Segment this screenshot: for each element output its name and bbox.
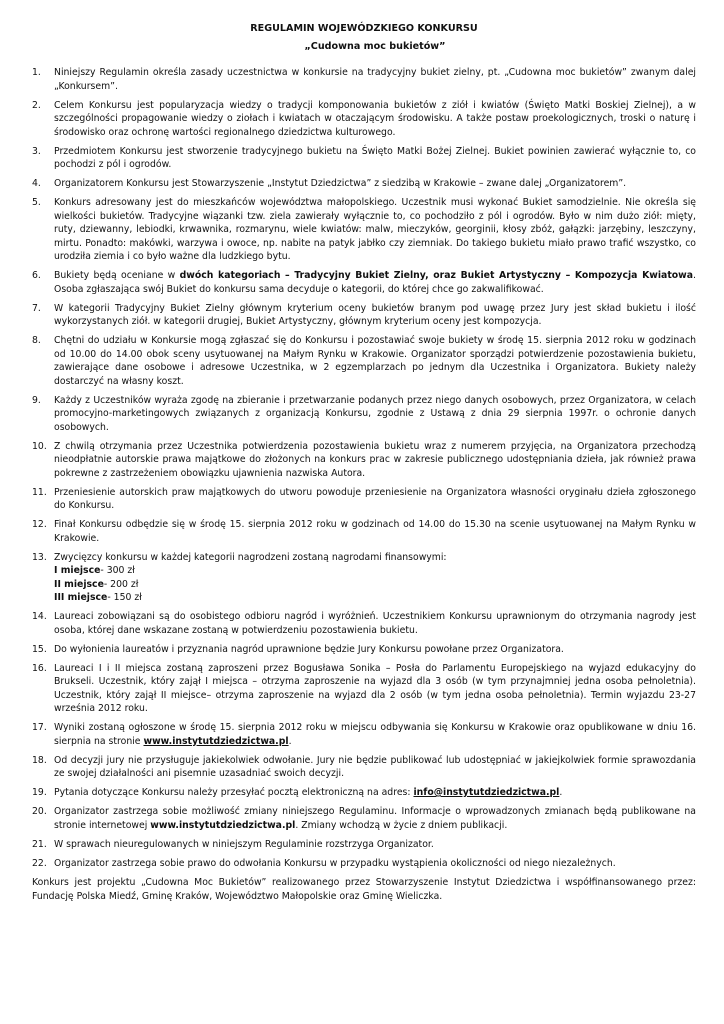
item-text: Finał Konkursu odbędzie się w środę 15. sierpnia 2012 roku w godzinach od 14.00 do 15.30 na scenie usytuowanej na Małym Rynku w Krakowie. bbox=[54, 519, 696, 544]
list-item bbox=[32, 754, 696, 781]
item-categories-bold: dwóch kategoriach – Tradycyjny Bukiet Zielny, oraz Bukiet Artystyczny – Kompozycja Kwiatowa bbox=[179, 270, 694, 281]
item-text: Organizator zastrzega sobie możliwość zmiany niniejszego Regulaminu. Informacje o wprowadzonych zmianach będą publikowane na stronie internetowej bbox=[54, 806, 696, 831]
item-number: 19. bbox=[32, 787, 47, 798]
prize-third bbox=[54, 591, 696, 605]
item-text: Niniejszy Regulamin określa zasady uczestnictwa w konkursie na tradycyjny bukiet zielny, pt. „Cudowna moc bukietów” zwanym dalej „Konkursem”. bbox=[54, 67, 696, 92]
list-item bbox=[32, 786, 696, 800]
item-number: 13. bbox=[32, 551, 47, 563]
item-text-tail: . bbox=[559, 787, 563, 798]
item-text: Laureaci zobowiązani są do osobistego odbioru nagród i wyróżnień. Uczestnikiem Konkursu uprawnionym do otrzymania nagrody jest osoba, której dane wskazane zostaną w potwierdzeniu pozostawienia bukietu. bbox=[54, 611, 696, 636]
item-text-tail: . Osoba zgłaszająca swój Bukiet do konkursu sama decyduje o kategorii, do której chce go zakwalifikować. bbox=[54, 270, 696, 295]
item-text: Do wyłonienia laureatów i przyznania nagród uprawnione będzie Jury Konkursu powołane przez Organizatora. bbox=[54, 643, 564, 655]
item-text: Przeniesienie autorskich praw majątkowych do utworu powoduje przeniesienie na Organizatora własności oryginału dzieła zgłoszonego do Konkursu. bbox=[54, 486, 696, 511]
item-number: 4. bbox=[32, 178, 41, 189]
prize-label: II miejsce bbox=[54, 578, 104, 590]
list-item bbox=[32, 177, 696, 191]
item-number: 6. bbox=[32, 270, 41, 281]
website-text-bold: www.instytutdziedzictwa.pl bbox=[150, 819, 296, 831]
list-item bbox=[32, 662, 696, 716]
item-number: 1. bbox=[32, 67, 41, 78]
list-item bbox=[32, 610, 696, 637]
item-number: 21. bbox=[32, 838, 47, 850]
item-text: Laureaci I i II miejsca zostaną zaproszeni przez Bogusława Sonika – Posła do Parlamentu Europejskiego na wyjazd edukacyjny do Brukseli. Uczestnik, który zajął I miejsca – otrzyma zaproszenie na wyjazd dla 3 osób (w tym przynajmniej jedna osoba pełnoletnia). Uczestnik, który zajął II miejsce– otrzyma zaproszenie na wyjazd dla 2 osób (w tym jedna osoba pełnoletnia). Termin wyjazdu 23-27 września 2012 roku. bbox=[54, 662, 696, 714]
item-number: 16. bbox=[32, 662, 47, 674]
prize-amount: - 200 zł bbox=[103, 578, 139, 590]
list-item bbox=[32, 721, 696, 748]
item-number: 14. bbox=[32, 611, 47, 622]
list-item bbox=[32, 838, 696, 852]
document-subtitle: „Cudowna moc bukietów” bbox=[304, 41, 446, 52]
item-number: 15. bbox=[32, 643, 47, 655]
list-item bbox=[32, 643, 696, 657]
document-title: REGULAMIN WOJEWÓDZKIEGO KONKURSU bbox=[250, 23, 478, 34]
item-text: Konkurs adresowany jest do mieszkańców województwa małopolskiego. Uczestnik musi wykonać Bukiet samodzielnie. Nie określa się wielkości bukietów. Tradycyjne wiązanki tzw. ziela zawierały wyłącznie to, co pochodziło z pól i ogrodów. Było w nim dużo ziół: mięty, ruty, dziewanny, lebiodki, krwawnika, rozmarynu, wiele kwiatów: malw, mieczyków, georginii, kłosy zbóż, gałązki: jarzębiny, leszczyny, mirtu. Ponadto: makówki, warzywa i owoce, np. nabite na patyk jabłko czy ziemniak. Do takiego bukietu miało prawo trafić wszystko, co urodziła ziemia i co było ważne dla ludzkiego bytu. bbox=[54, 197, 696, 262]
item-number: 18. bbox=[32, 754, 47, 766]
item-text: Pytania dotyczące Konkursu należy przesyłać pocztą elektroniczną na adres: bbox=[54, 787, 414, 798]
item-text: W sprawach nieuregulowanych w niniejszym Regulaminie rozstrzyga Organizator. bbox=[54, 838, 434, 850]
item-number: 17. bbox=[32, 722, 47, 733]
list-item bbox=[32, 394, 696, 435]
prize-label: I miejsce bbox=[54, 565, 101, 576]
list-item bbox=[32, 66, 696, 93]
prize-second bbox=[54, 578, 696, 592]
rules-list bbox=[32, 66, 696, 870]
item-number: 2. bbox=[32, 99, 41, 111]
item-text-tail: . Zmiany wchodzą w życie z dniem publikacji. bbox=[295, 819, 508, 831]
item-number: 3. bbox=[32, 145, 41, 157]
item-text: W kategorii Tradycyjny Bukiet Zielny głównym kryterium oceny bukietów branym pod uwagę przez Jury jest skład bukietu i ilość wykorzystanych ziół. w kategorii drugiej, Bukiet Artystyczny, głównym kryterium oceny jest kompozycja. bbox=[54, 302, 696, 327]
item-text: Każdy z Uczestników wyraża zgodę na zbieranie i przetwarzanie podanych przez niego danych osobowych, przez Organizatora, w celach promocyjno-marketingowych związanych z organizacją Konkursu, zgodnie z Ustawą z dnia 29 sierpnia 1997r. o ochronie danych osobowych. bbox=[54, 394, 696, 433]
list-item bbox=[32, 805, 696, 832]
item-text: Od decyzji jury nie przysługuje jakiekolwiek odwołanie. Jury nie będzie publikować lub udostępniać w jakiejkolwiek formie sprawozdania ze swojej działalności ani pisemnie uzasadniać swoich decyzji. bbox=[54, 754, 696, 779]
item-number: 5. bbox=[32, 197, 41, 208]
item-number: 11. bbox=[32, 486, 47, 498]
list-item bbox=[32, 334, 696, 388]
item-text: Chętni do udziału w Konkursie mogą zgłaszać się do Konkursu i pozostawiać swoje bukiety w środę 15. sierpnia 2012 roku w godzinach od 10.00 do 14.00 obok sceny usytuowanej na Małym Rynku w Krakowie. Organizator sporządzi potwierdzenie pozostawienia bukietu, zawierające dane osobowe i adresowe Uczestnika, w 2 egzemplarzach po jednym dla Uczestnika i Organizatora. Bukiety należy dostarczyć na własny koszt. bbox=[54, 335, 696, 387]
item-text: Zwycięzcy konkursu w każdej kategorii nagrodzeni zostaną nagrodami finansowymi: bbox=[54, 551, 447, 563]
prize-amount: - 150 zł bbox=[107, 592, 142, 603]
prize-first bbox=[54, 564, 696, 578]
list-item bbox=[32, 269, 696, 296]
email-link[interactable]: info@instytutdziedzictwa.pl bbox=[413, 787, 560, 798]
item-number: 8. bbox=[32, 335, 41, 346]
footer-note: Konkurs jest projektu „Cudowna Moc Bukietów” realizowanego przez Stowarzyszenie Instytut Dziedzictwa i współfinansowanego przez: Fundację Polska Miedź, Gminę Kraków, Województwo Małopolskie oraz Gminę Wieliczka. bbox=[32, 877, 696, 902]
item-number: 12. bbox=[32, 519, 47, 530]
list-item bbox=[32, 99, 696, 140]
item-text: Celem Konkursu jest popularyzacja wiedzy o tradycji komponowania bukietów z ziół i kwiatów (Święto Matki Boskiej Zielnej), a w szczególności propagowanie wiedzy o ziołach i kwiatach w otaczającym środowisku. A także postaw proekologicznych, troski o naturę i środowisko oraz ochronę wartości regionalnego dziedzictwa kulturowego. bbox=[54, 99, 696, 138]
item-number: 7. bbox=[32, 302, 41, 314]
prize-amount: - 300 zł bbox=[100, 565, 135, 576]
item-text: Wyniki zostaną ogłoszone w środę 15. sierpnia 2012 roku w miejscu odbywania się Konkursu w Krakowie oraz opublikowane w dniu 16. sierpnia na stronie bbox=[54, 722, 696, 747]
item-text: Organizator zastrzega sobie prawo do odwołania Konkursu w przypadku wystąpienia okoliczności od niego niezależnych. bbox=[54, 857, 616, 869]
item-text: Z chwilą otrzymania przez Uczestnika potwierdzenia pozostawienia bukietu wraz z numerem przyjęcia, na Organizatora przechodzą nieodpłatnie autorskie prawa majątkowe do złożonych na konkurs prac w zakresie publicznego udostępniania dzieła, jak również prawa pokrewne z zastrzeżeniem obowiązku ujawnienia nazwiska Autora. bbox=[54, 440, 696, 479]
website-link[interactable]: www.instytutdziedzictwa.pl bbox=[143, 735, 289, 747]
list-item bbox=[32, 486, 696, 513]
item-text: Przedmiotem Konkursu jest stworzenie tradycyjnego bukietu na Święto Matki Bożej Zielnej. Bukiet powinien zawierać wyłącznie to, co pochodzi z pól i ogrodów. bbox=[54, 145, 696, 170]
item-number: 10. bbox=[32, 440, 47, 452]
list-item bbox=[32, 440, 696, 481]
list-item bbox=[32, 551, 696, 605]
item-text: Organizatorem Konkursu jest Stowarzyszenie „Instytut Dziedzictwa” z siedzibą w Krakowie – zwane dalej „Organizatorem”. bbox=[54, 178, 627, 189]
item-text: Bukiety będą oceniane w bbox=[54, 270, 180, 281]
prize-label: III miejsce bbox=[54, 592, 108, 603]
list-item bbox=[32, 857, 696, 871]
item-number: 20. bbox=[32, 806, 47, 817]
list-item bbox=[32, 302, 696, 329]
item-number: 22. bbox=[32, 857, 47, 869]
item-text-tail: . bbox=[288, 735, 292, 747]
list-item bbox=[32, 145, 696, 172]
list-item bbox=[32, 196, 696, 264]
item-number: 9. bbox=[32, 394, 41, 406]
list-item bbox=[32, 518, 696, 545]
